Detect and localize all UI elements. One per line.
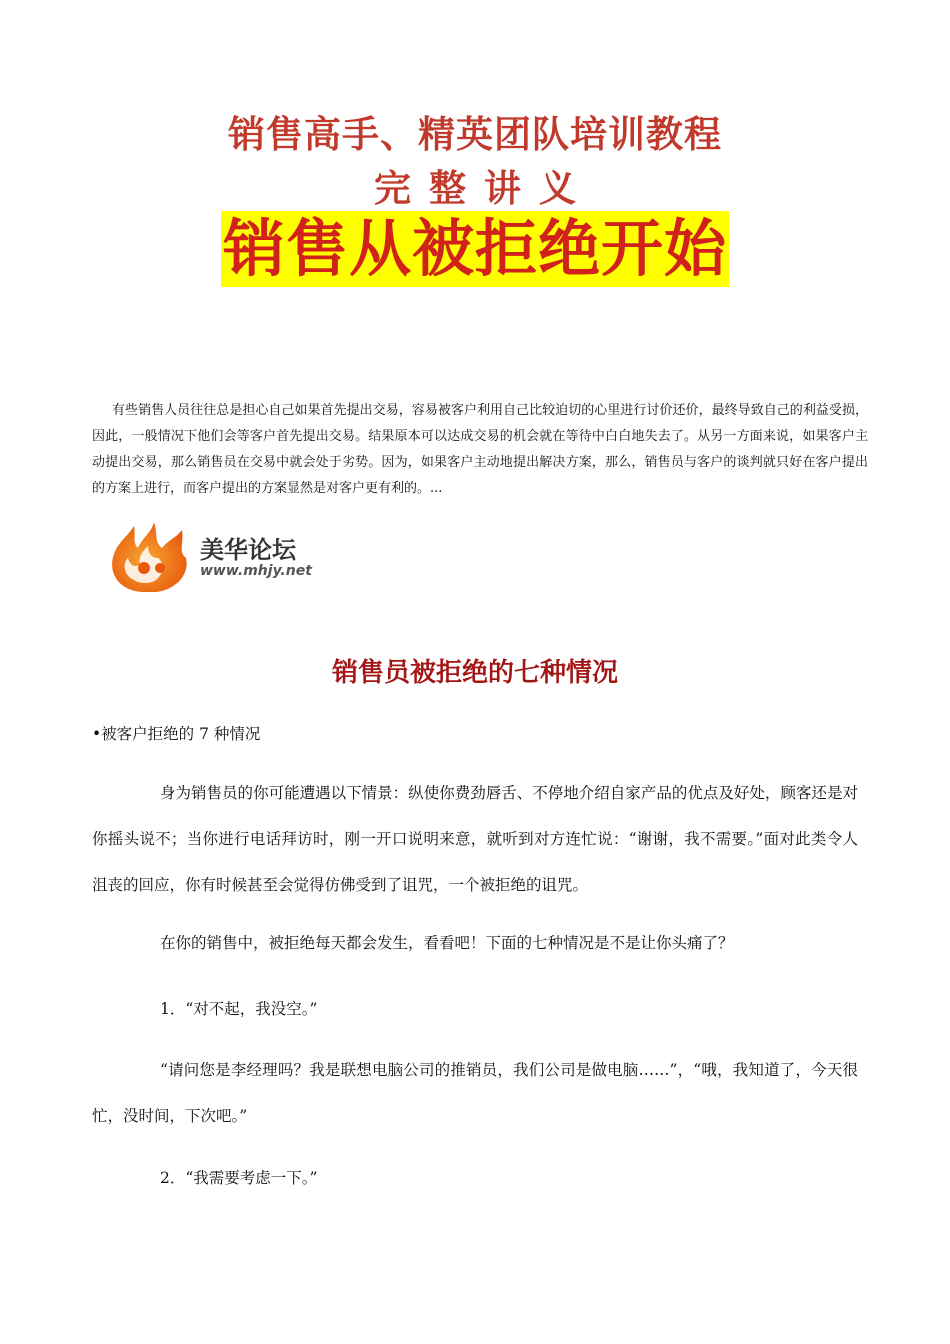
banner-container [0, 211, 950, 287]
forum-logo [104, 518, 334, 596]
case-item-1: 1．“对不起，我没空。” [160, 1000, 318, 1018]
logo-url: www.mhjy.net [200, 563, 312, 579]
document-subtitle: 完整讲义 [374, 167, 594, 210]
highlight-banner: 销售从被拒绝开始 [222, 212, 727, 285]
case-item-1-dialog: “请问您是李经理吗？我是联想电脑公司的推销员，我们公司是做电脑……”，“哦，我知道了，今天很忙，没时间，下次吧。” [92, 1061, 858, 1125]
document-title: 销售高手、精英团队培训教程 [228, 113, 722, 156]
bullet-line: •被客户拒绝的 7 种情况 [92, 725, 261, 743]
flame-logo-icon [104, 518, 196, 596]
logo-name: 美华论坛 [200, 536, 296, 564]
paragraph-scenario: 身为销售员的你可能遭遇以下情景：纵使你费劲唇舌、不停地介绍自家产品的优点及好处，顾客还是对你摇头说不；当你进行电话拜访时，刚一开口说明来意，就听到对方连忙说：“谢谢，我不需要。”面对此类令人沮丧的回应，你有时候甚至会觉得仿佛受到了诅咒，一个被拒绝的诅咒。 [92, 784, 858, 894]
intro-paragraph: 有些销售人员往往总是担心自己如果首先提出交易，容易被客户利用自己比较迫切的心里进行讨价还价，最终导致自己的利益受损，因此，一般情况下他们会等客户首先提出交易。结果原本可以达成交易的机会就在等待中白白地失去了。从另一方面来说，如果客户主动提出交易，那么销售员在交易中就会处于劣势。因为，如果客户主动地提出解决方案，那么，销售员与客户的谈判就只好在客户提出的方案上进行，而客户提出的方案显然是对客户更有利的。... [92, 403, 868, 496]
section-heading: 销售员被拒绝的七种情况 [331, 658, 618, 688]
paragraph-seven-cases: 在你的销售中，被拒绝每天都会发生，看看吧！下面的七种情况是不是让你头痛了？ [160, 934, 734, 952]
case-item-2: 2．“我需要考虑一下。” [160, 1169, 318, 1187]
